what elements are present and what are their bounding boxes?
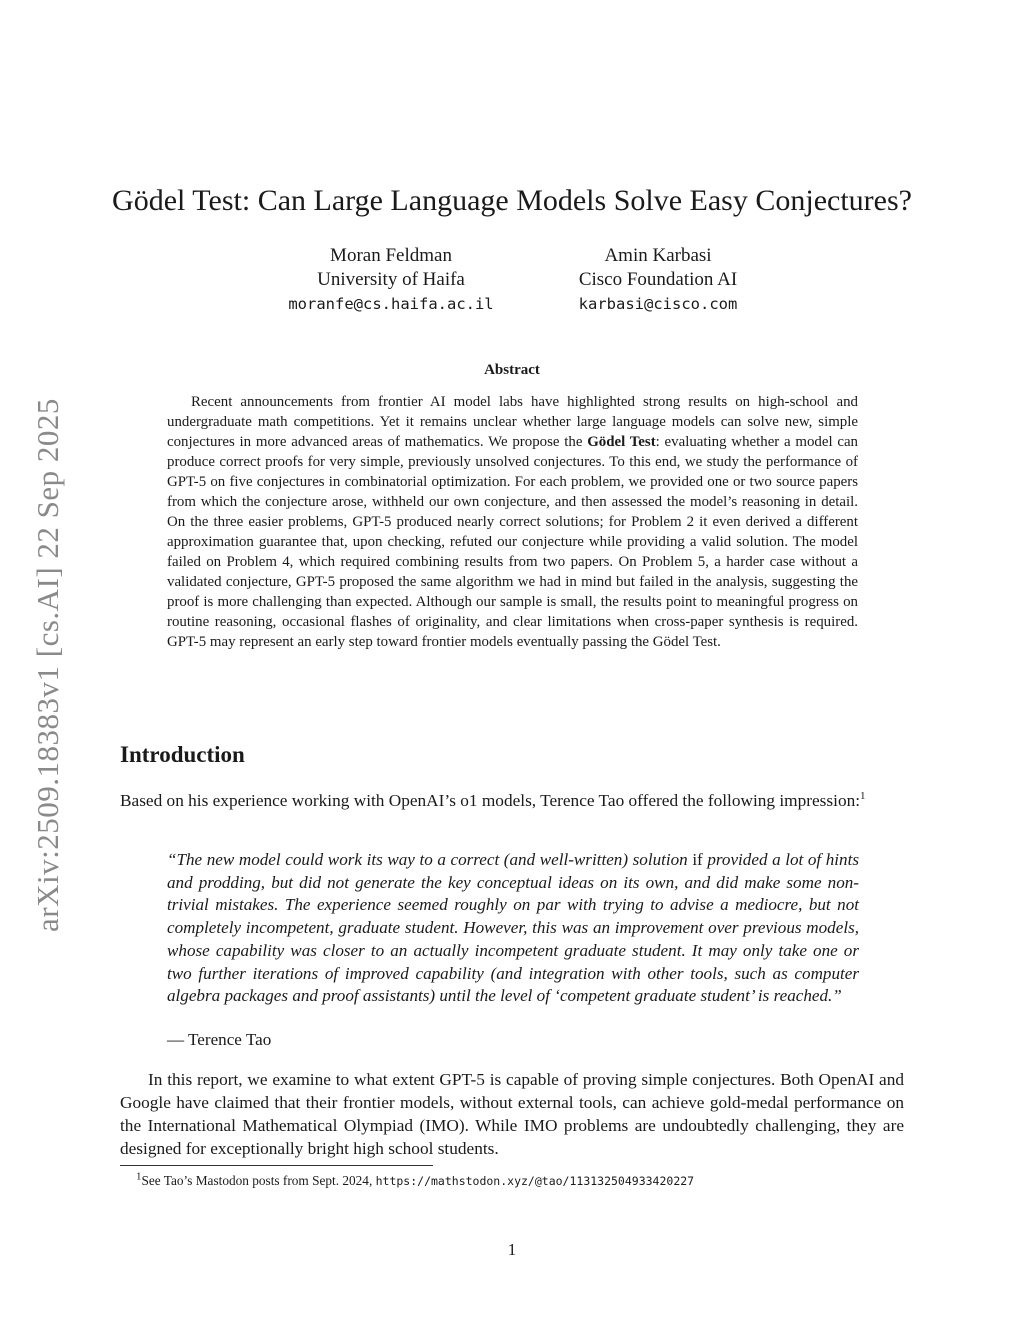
author-name: Moran Feldman xyxy=(330,245,452,266)
body-paragraph: In this report, we examine to what extent GPT-5 is capable of proving simple conjectures. Both OpenAI and Google have claimed that their frontier models, without external tools, can achieve gold-medal performance on the International Mathematical Olympiad (IMO). While IMO problems are undoubtedly challenging, they are designed for exceptionally bright high school students. xyxy=(120,1070,904,1158)
quote-text-1: “The new model could work its way to a correct (and well-written) solution xyxy=(167,850,693,869)
paper-title: Gödel Test: Can Large Language Models Solve Easy Conjectures? xyxy=(112,184,912,217)
quote-upright-word: if xyxy=(692,850,703,869)
footnote-divider xyxy=(120,1165,433,1166)
abstract-text-2: : evaluating whether a model can produce correct proofs for very simple, previously unsolved conjectures. To this end, we study the performance of GPT-5 on five conjectures in combinatorial optimization. For each problem, we provided one or two source papers from which the conjecture arose, withheld our own conjecture, and then assessed the model’s reasoning in detail. On the three easier problems, GPT-5 produced nearly correct solutions; for Problem 2 it even derived a different approximation guarantee that, upon checking, refuted our conjecture while providing a valid solution. The model failed on Problem 4, which required combining results from two papers. On Problem 5, a harder case without a validated conjecture, GPT-5 proposed the same algorithm we had in mind but failed in the analysis, suggesting the proof is more challenging than expected. Although our sample is small, the results point to meaningful progress on routine reasoning, occasional flashes of originality, and clear limitations when cross-paper synthesis is required. GPT-5 may represent an early step toward frontier models eventually passing the Gödel Test. xyxy=(167,434,859,650)
author-block-2 xyxy=(518,244,798,316)
author-email[interactable]: moranfe@cs.haifa.ac.il xyxy=(288,295,494,313)
section-heading-introduction: Introduction xyxy=(120,742,245,767)
abstract-heading: Abstract xyxy=(484,362,540,378)
author-affiliation: Cisco Foundation AI xyxy=(578,269,738,290)
quote-attribution: — Terence Tao xyxy=(167,1030,272,1049)
footnote-link[interactable]: https://mathstodon.xyz/@tao/113132504933420227 xyxy=(375,1174,695,1188)
author-block-1 xyxy=(251,244,531,316)
abstract-body xyxy=(167,392,858,652)
abstract-text-1: Recent announcements from frontier AI model labs have highlighted strong results on high-school and undergraduate math competitions. Yet it remains unclear whether large language models can solve new, simple conjectures in more advanced areas of mathematics. We propose the xyxy=(167,394,858,450)
footnote-mark: 1 xyxy=(136,1170,142,1183)
author-email[interactable]: karbasi@cisco.com xyxy=(578,295,738,313)
author-affiliation: University of Haifa xyxy=(317,269,465,290)
intro-paragraph xyxy=(120,789,904,812)
abstract-term: Gödel Test xyxy=(587,434,656,450)
quote-text-2: provided a lot of hints and prodding, but did not generate the key conceptual ideas on its own, and did make some non-trivial mistakes. The experience seemed roughly on par with trying to advise a mediocre, but not completely incompetent, graduate student. However, this was an improvement over previous models, whose capability was closer to an actually incompetent graduate student. It may only take one or two further iterations of improved capability (and integration with other tools, such as computer algebra packages and proof assistants) until the level of ‘competent graduate student’ is reached.” xyxy=(167,850,859,1006)
tao-quote xyxy=(167,849,859,1008)
footnote-text: See Tao’s Mastodon posts from Sept. 2024, xyxy=(141,1173,376,1188)
footnote xyxy=(136,1170,695,1189)
author-name: Amin Karbasi xyxy=(604,245,712,266)
arxiv-identifier-stamp: arXiv:2509.18383v1 [cs.AI] 22 Sep 2025 xyxy=(30,398,65,932)
page-number: 1 xyxy=(507,1240,517,1259)
footnote-marker[interactable]: 1 xyxy=(860,790,866,803)
intro-text: Based on his experience working with OpenAI’s o1 models, Terence Tao offered the following impression: xyxy=(120,791,861,810)
